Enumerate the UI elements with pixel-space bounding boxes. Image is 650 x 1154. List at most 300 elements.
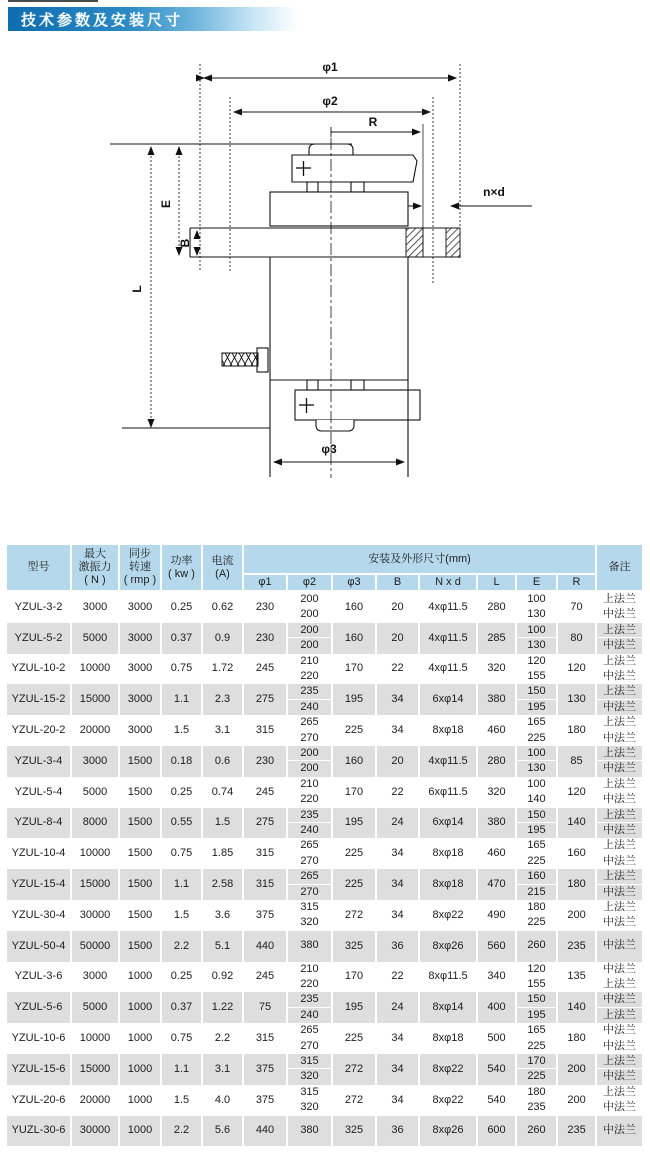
cell-phi3: 195 [333, 992, 377, 1023]
cell-remark: 中法兰 上法兰 [597, 992, 644, 1023]
cell-phi1: 75 [244, 992, 288, 1023]
cell-phi2: 200 200 [288, 592, 333, 623]
cell-l: 280 [478, 746, 517, 777]
cell-speed: 1500 [120, 746, 162, 777]
cell-nxd: 4xφ11.5 [420, 623, 478, 654]
cell-e: 150 195 [517, 992, 558, 1023]
cell-force: 3000 [72, 962, 120, 993]
cable-lead [222, 353, 258, 366]
table-row [7, 808, 644, 839]
cell-power: 0.75 [162, 838, 203, 869]
cell-force: 10000 [72, 1023, 120, 1054]
cell-speed: 1000 [120, 1023, 162, 1054]
cell-phi3: 195 [333, 684, 377, 715]
cell-l: 540 [478, 1054, 517, 1085]
cell-l: 490 [478, 900, 517, 931]
cell-model: YZUL-30-4 [7, 900, 72, 931]
cell-e: 260 [517, 931, 558, 962]
cell-power: 2.2 [162, 931, 203, 962]
flange-hatch-right [446, 228, 460, 257]
dim-label-phi1: φ1 [322, 60, 338, 74]
cell-b: 20 [377, 746, 420, 777]
cell-power: 2.2 [162, 1116, 203, 1147]
cell-phi3: 170 [333, 962, 377, 993]
cell-phi2: 210 220 [288, 654, 333, 685]
cell-power: 0.18 [162, 746, 203, 777]
cell-b: 34 [377, 869, 420, 900]
cell-l: 280 [478, 592, 517, 623]
cell-remark: 上法兰 中法兰 [597, 715, 644, 746]
cell-l: 500 [478, 1023, 517, 1054]
cell-r: 235 [558, 1116, 597, 1147]
cell-model: YZUL-10-2 [7, 654, 72, 685]
cell-remark: 上法兰 中法兰 [597, 684, 644, 715]
flange-hatch-left [406, 228, 423, 257]
cell-phi1: 375 [244, 900, 288, 931]
cell-phi2: 265 270 [288, 838, 333, 869]
cell-phi3: 160 [333, 592, 377, 623]
cell-phi1: 275 [244, 684, 288, 715]
cell-nxd: 4xφ11.5 [420, 592, 478, 623]
cell-force: 10000 [72, 838, 120, 869]
cell-phi3: 160 [333, 746, 377, 777]
cell-b: 20 [377, 592, 420, 623]
cell-current: 3.1 [203, 1054, 244, 1085]
cell-remark: 上法兰 中法兰 [597, 1085, 644, 1116]
table-row [7, 623, 644, 654]
cell-e: 170 225 [517, 1054, 558, 1085]
table-row [7, 900, 644, 931]
cell-b: 34 [377, 1023, 420, 1054]
cell-force: 15000 [72, 684, 120, 715]
cell-r: 140 [558, 992, 597, 1023]
cell-current: 5.6 [203, 1116, 244, 1147]
header-dim-5: L [478, 573, 517, 592]
cell-e: 165 225 [517, 838, 558, 869]
technical-drawing [0, 0, 650, 540]
cell-power: 1.5 [162, 715, 203, 746]
cell-speed: 3000 [120, 592, 162, 623]
table-row [7, 684, 644, 715]
cell-nxd: 4xφ11.5 [420, 654, 478, 685]
cell-speed: 1000 [120, 1054, 162, 1085]
cell-r: 70 [558, 592, 597, 623]
cell-model: YZUL-5-4 [7, 777, 72, 808]
cell-remark: 上法兰 中法兰 [597, 777, 644, 808]
cell-r: 200 [558, 900, 597, 931]
cell-speed: 3000 [120, 684, 162, 715]
header-dim-3: B [377, 573, 420, 592]
table-row [7, 746, 644, 777]
cell-b: 22 [377, 654, 420, 685]
cell-force: 8000 [72, 808, 120, 839]
cell-r: 120 [558, 777, 597, 808]
cell-e: 100 130 [517, 623, 558, 654]
cell-l: 600 [478, 1116, 517, 1147]
cell-e: 165 225 [517, 715, 558, 746]
cell-speed: 1500 [120, 931, 162, 962]
cell-phi1: 245 [244, 654, 288, 685]
cell-power: 1.1 [162, 1054, 203, 1085]
cell-force: 50000 [72, 931, 120, 962]
table-header [7, 545, 644, 592]
cell-force: 5000 [72, 623, 120, 654]
table-row [7, 654, 644, 685]
cell-model: YZUL-8-4 [7, 808, 72, 839]
cell-model: YZUL-3-2 [7, 592, 72, 623]
dim-label-phi2: φ2 [322, 94, 338, 108]
cell-phi3: 160 [333, 623, 377, 654]
cell-phi2: 380 [288, 1116, 333, 1147]
cell-l: 460 [478, 715, 517, 746]
table-row [7, 1116, 644, 1147]
cell-phi2: 265 270 [288, 1023, 333, 1054]
cell-current: 3.1 [203, 715, 244, 746]
cell-l: 540 [478, 1085, 517, 1116]
cell-phi2: 315 320 [288, 1085, 333, 1116]
cell-l: 400 [478, 992, 517, 1023]
cell-current: 5.1 [203, 931, 244, 962]
cell-speed: 3000 [120, 623, 162, 654]
cell-current: 3.6 [203, 900, 244, 931]
cell-phi3: 225 [333, 838, 377, 869]
cell-phi3: 272 [333, 900, 377, 931]
cell-remark: 中法兰 上法兰 [597, 962, 644, 993]
cell-current: 0.9 [203, 623, 244, 654]
cell-current: 4.0 [203, 1085, 244, 1116]
header-dim-4: N x d [420, 573, 478, 592]
cell-remark: 上法兰 中法兰 [597, 623, 644, 654]
cell-b: 36 [377, 1116, 420, 1147]
cell-remark: 中法兰 中法兰 [597, 1023, 644, 1054]
cell-phi2: 265 270 [288, 715, 333, 746]
cell-remark: 上法兰 中法兰 [597, 808, 644, 839]
cell-model: YZUL-15-4 [7, 869, 72, 900]
cell-e: 100 130 [517, 592, 558, 623]
cell-phi2: 210 220 [288, 777, 333, 808]
cell-nxd: 8xφ18 [420, 1023, 478, 1054]
cell-b: 34 [377, 684, 420, 715]
cell-force: 30000 [72, 1116, 120, 1147]
cell-l: 285 [478, 623, 517, 654]
cell-r: 180 [558, 715, 597, 746]
cell-model: YZUL-3-4 [7, 746, 72, 777]
cell-phi1: 245 [244, 962, 288, 993]
cell-force: 15000 [72, 1054, 120, 1085]
cell-model: YZUL-20-6 [7, 1085, 72, 1116]
cell-model: YZUL-3-6 [7, 962, 72, 993]
cell-e: 120 155 [517, 962, 558, 993]
cell-b: 34 [377, 900, 420, 931]
specs-table [7, 545, 644, 1146]
table-row [7, 1054, 644, 1085]
cell-speed: 1000 [120, 1085, 162, 1116]
table-row [7, 1023, 644, 1054]
cell-phi3: 225 [333, 1023, 377, 1054]
cell-phi1: 230 [244, 746, 288, 777]
cell-phi1: 230 [244, 623, 288, 654]
header-power: 功率 ( kw ) [162, 545, 203, 592]
cell-phi1: 375 [244, 1085, 288, 1116]
cell-speed: 1500 [120, 777, 162, 808]
cell-phi3: 325 [333, 931, 377, 962]
cell-phi2: 315 320 [288, 900, 333, 931]
cell-nxd: 8xφ11.5 [420, 962, 478, 993]
header-dim-1: φ2 [288, 573, 333, 592]
cell-e: 150 195 [517, 684, 558, 715]
cell-current: 1.72 [203, 654, 244, 685]
table-row [7, 931, 644, 962]
cell-r: 130 [558, 684, 597, 715]
header-remark: 备注 [597, 545, 644, 592]
cell-r: 80 [558, 623, 597, 654]
cell-remark: 中法兰 [597, 931, 644, 962]
cell-remark: 上法兰 中法兰 [597, 838, 644, 869]
cell-model: YZUL-15-2 [7, 684, 72, 715]
cell-power: 0.75 [162, 1023, 203, 1054]
cell-phi1: 245 [244, 777, 288, 808]
cell-current: 0.62 [203, 592, 244, 623]
cell-phi2: 210 220 [288, 962, 333, 993]
header-sync-speed: 同步 转速 ( rmp ) [120, 545, 162, 592]
cell-power: 1.5 [162, 1085, 203, 1116]
cell-speed: 1500 [120, 838, 162, 869]
cell-e: 100 140 [517, 777, 558, 808]
cell-phi1: 315 [244, 838, 288, 869]
cell-power: 0.55 [162, 808, 203, 839]
table-body [7, 592, 644, 1146]
cell-force: 15000 [72, 869, 120, 900]
cell-current: 0.92 [203, 962, 244, 993]
cell-r: 120 [558, 654, 597, 685]
cell-phi2: 380 [288, 931, 333, 962]
cell-b: 22 [377, 962, 420, 993]
dim-label-phi3: φ3 [321, 442, 337, 456]
cell-force: 10000 [72, 654, 120, 685]
cell-current: 2.58 [203, 869, 244, 900]
cell-phi3: 272 [333, 1085, 377, 1116]
header-dim-0: φ1 [244, 573, 288, 592]
cell-phi1: 440 [244, 1116, 288, 1147]
cell-nxd: 8xφ14 [420, 992, 478, 1023]
cell-remark: 上法兰 中法兰 [597, 869, 644, 900]
cell-phi3: 195 [333, 808, 377, 839]
cell-speed: 3000 [120, 715, 162, 746]
header-dim-2: φ3 [333, 573, 377, 592]
cell-remark: 上法兰 中法兰 [597, 900, 644, 931]
cell-phi2: 235 240 [288, 992, 333, 1023]
cell-model: YZUL-50-4 [7, 931, 72, 962]
cell-nxd: 8xφ18 [420, 838, 478, 869]
cell-phi1: 315 [244, 1023, 288, 1054]
header-dims-group: 安装及外形尺寸(mm) [244, 545, 597, 573]
cell-r: 160 [558, 838, 597, 869]
cell-e: 180 225 [517, 900, 558, 931]
cell-phi3: 325 [333, 1116, 377, 1147]
dim-label-b: B [178, 238, 192, 248]
cell-current: 2.2 [203, 1023, 244, 1054]
cell-current: 1.85 [203, 838, 244, 869]
cell-power: 0.25 [162, 962, 203, 993]
dim-label-r: R [368, 115, 378, 129]
cell-phi1: 275 [244, 808, 288, 839]
lower-body [270, 257, 408, 477]
cell-remark: 上法兰 中法兰 [597, 1054, 644, 1085]
cell-nxd: 8xφ26 [420, 931, 478, 962]
cell-phi1: 315 [244, 869, 288, 900]
cell-phi1: 440 [244, 931, 288, 962]
cell-r: 140 [558, 808, 597, 839]
cell-model: YZUL-5-2 [7, 623, 72, 654]
cell-phi2: 235 240 [288, 808, 333, 839]
cell-phi3: 170 [333, 654, 377, 685]
cell-speed: 1500 [120, 900, 162, 931]
cell-l: 380 [478, 808, 517, 839]
cell-nxd: 4xφ11.5 [420, 746, 478, 777]
cell-phi2: 315 320 [288, 1054, 333, 1085]
cell-r: 85 [558, 746, 597, 777]
cell-phi2: 235 240 [288, 684, 333, 715]
cell-b: 34 [377, 1054, 420, 1085]
cell-power: 0.25 [162, 592, 203, 623]
cell-current: 2.3 [203, 684, 244, 715]
cell-model: YUZL-30-6 [7, 1116, 72, 1147]
cell-force: 30000 [72, 900, 120, 931]
cell-remark: 上法兰 中法兰 [597, 654, 644, 685]
cell-nxd: 8xφ18 [420, 869, 478, 900]
cell-b: 34 [377, 838, 420, 869]
cell-nxd: 6xφ14 [420, 808, 478, 839]
cell-b: 22 [377, 777, 420, 808]
motor-body [257, 144, 420, 431]
cell-r: 135 [558, 962, 597, 993]
cell-remark: 中法兰 [597, 1116, 644, 1147]
cell-power: 0.37 [162, 992, 203, 1023]
cell-power: 0.25 [162, 777, 203, 808]
cell-nxd: 6xφ14 [420, 684, 478, 715]
cell-model: YZUL-20-2 [7, 715, 72, 746]
cell-phi3: 225 [333, 869, 377, 900]
cell-force: 5000 [72, 992, 120, 1023]
cell-phi2: 200 200 [288, 623, 333, 654]
cell-speed: 1000 [120, 1116, 162, 1147]
cell-current: 1.5 [203, 808, 244, 839]
cell-l: 560 [478, 931, 517, 962]
header-model: 型号 [7, 545, 72, 592]
cell-speed: 1500 [120, 869, 162, 900]
cell-nxd: 8xφ22 [420, 1085, 478, 1116]
cell-current: 0.6 [203, 746, 244, 777]
cell-force: 5000 [72, 777, 120, 808]
cell-l: 460 [478, 838, 517, 869]
cell-phi1: 375 [244, 1054, 288, 1085]
cell-l: 380 [478, 684, 517, 715]
cell-e: 100 130 [517, 746, 558, 777]
cell-power: 0.75 [162, 654, 203, 685]
cell-force: 20000 [72, 1085, 120, 1116]
cell-b: 34 [377, 715, 420, 746]
bottom-shaft-cap [316, 420, 354, 431]
cell-remark: 上法兰 中法兰 [597, 592, 644, 623]
upper-housing [270, 192, 408, 226]
cell-phi3: 272 [333, 1054, 377, 1085]
cell-model: YZUL-10-4 [7, 838, 72, 869]
cell-l: 320 [478, 654, 517, 685]
dim-label-l: L [130, 285, 144, 293]
cell-phi1: 315 [244, 715, 288, 746]
table-row [7, 592, 644, 623]
cell-nxd: 8xφ18 [420, 715, 478, 746]
cell-b: 24 [377, 992, 420, 1023]
cell-l: 340 [478, 962, 517, 993]
cell-r: 200 [558, 1054, 597, 1085]
cell-r: 180 [558, 869, 597, 900]
cell-e: 260 [517, 1116, 558, 1147]
table-row [7, 838, 644, 869]
cell-speed: 1000 [120, 992, 162, 1023]
cell-current: 1.22 [203, 992, 244, 1023]
cell-e: 160 215 [517, 869, 558, 900]
dim-label-e: E [159, 199, 173, 209]
header-dim-6: E [517, 573, 558, 592]
cell-power: 0.37 [162, 623, 203, 654]
cell-phi2: 200 200 [288, 746, 333, 777]
cell-phi3: 170 [333, 777, 377, 808]
cell-phi2: 265 270 [288, 869, 333, 900]
table-row [7, 715, 644, 746]
dim-label-nxd: n×d [483, 185, 505, 199]
table-row [7, 1085, 644, 1116]
cell-e: 180 235 [517, 1085, 558, 1116]
table-row [7, 992, 644, 1023]
cable-gland-flange [257, 348, 268, 372]
cell-l: 470 [478, 869, 517, 900]
cell-e: 165 225 [517, 1023, 558, 1054]
cell-force: 20000 [72, 715, 120, 746]
cell-nxd: 8xφ26 [420, 1116, 478, 1147]
header-dim-7: R [558, 573, 597, 592]
cell-l: 320 [478, 777, 517, 808]
cell-e: 150 195 [517, 808, 558, 839]
header-max-force: 最大 激振力 ( N ) [72, 545, 120, 592]
header-current: 电流 (A) [203, 545, 244, 592]
cell-current: 0.74 [203, 777, 244, 808]
cell-power: 1.5 [162, 900, 203, 931]
cell-speed: 1500 [120, 808, 162, 839]
cell-remark: 上法兰 中法兰 [597, 746, 644, 777]
table-row [7, 962, 644, 993]
table-row [7, 777, 644, 808]
cell-e: 120 155 [517, 654, 558, 685]
cell-b: 20 [377, 623, 420, 654]
cell-nxd: 8xφ22 [420, 900, 478, 931]
cell-speed: 1000 [120, 962, 162, 993]
cell-nxd: 8xφ22 [420, 1054, 478, 1085]
cell-r: 200 [558, 1085, 597, 1116]
page-title: 技术参数及安装尺寸 [21, 11, 184, 29]
cell-power: 1.1 [162, 684, 203, 715]
cell-b: 24 [377, 808, 420, 839]
cell-nxd: 6xφ11.5 [420, 777, 478, 808]
cell-r: 235 [558, 931, 597, 962]
cell-force: 3000 [72, 746, 120, 777]
cell-power: 1.1 [162, 869, 203, 900]
cell-phi3: 225 [333, 715, 377, 746]
cell-speed: 3000 [120, 654, 162, 685]
cell-model: YZUL-5-6 [7, 992, 72, 1023]
cell-phi1: 230 [244, 592, 288, 623]
cell-model: YZUL-15-6 [7, 1054, 72, 1085]
